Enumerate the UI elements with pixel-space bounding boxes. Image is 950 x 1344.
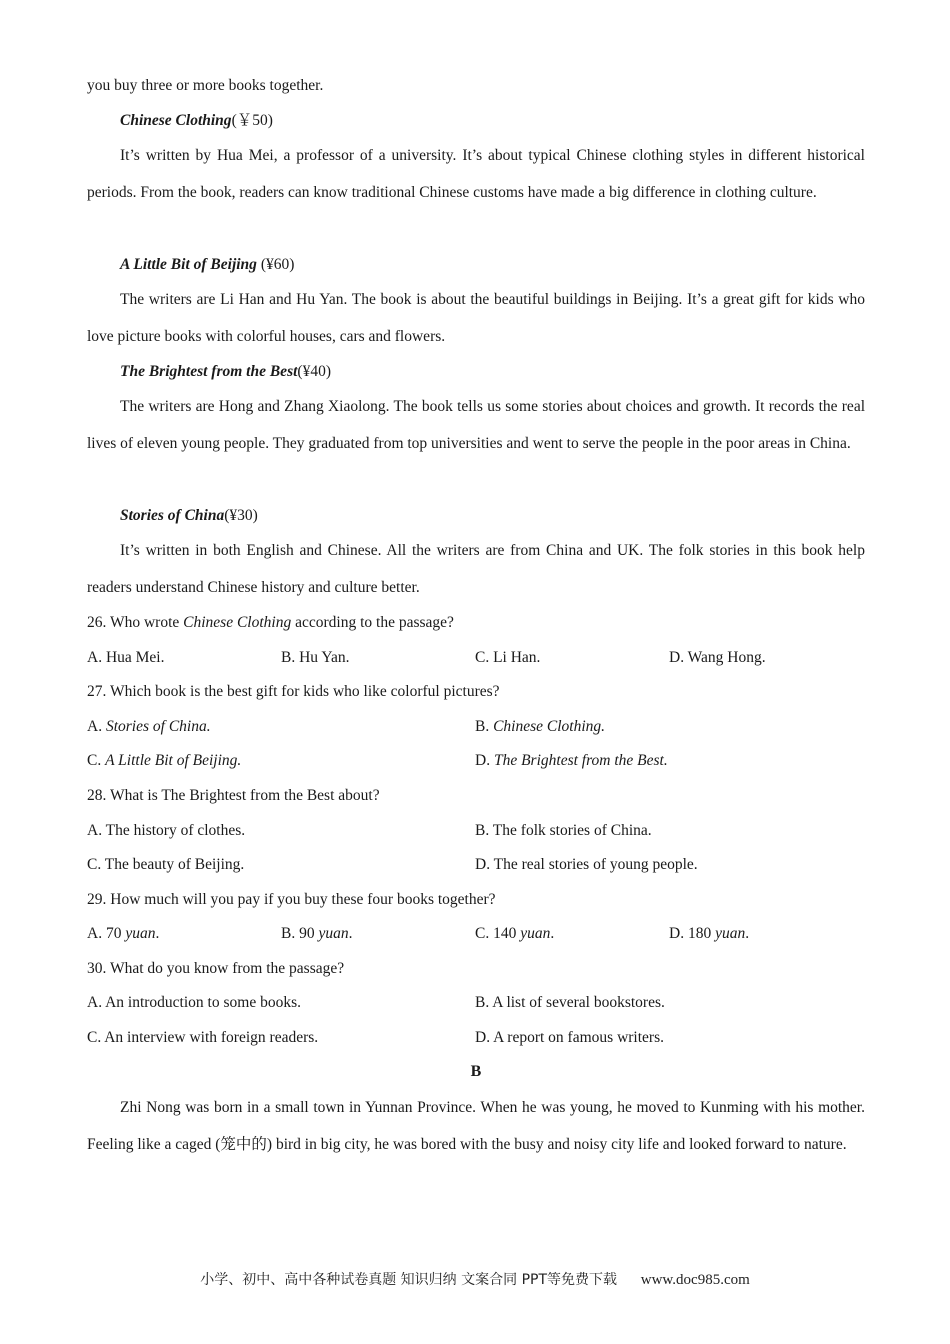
option-27b[interactable] (475, 717, 605, 737)
option-end: . (348, 925, 353, 942)
book-title-chinese-clothing (120, 111, 273, 131)
intro-tail-text: you buy three or more books together. (87, 77, 324, 94)
book-title-brightest-from-best (120, 362, 331, 382)
option-28b[interactable]: B. The folk stories of China. (475, 822, 652, 839)
question-30: 30. What do you know from the passage? (87, 960, 345, 977)
footer-url[interactable]: www.doc985.com (640, 1272, 750, 1288)
option-text: The Brightest from the Best. (493, 752, 668, 769)
option-26a[interactable]: A. Hua Mei. (87, 649, 165, 666)
book-price: (¥60) (256, 256, 295, 273)
book-price: (¥30) (224, 507, 258, 524)
book-title: Stories of China (120, 507, 225, 524)
option-unit: yuan (125, 925, 156, 942)
option-27a[interactable] (87, 717, 211, 737)
option-30d[interactable]: D. A report on famous writers. (475, 1029, 664, 1046)
option-30b[interactable]: B. A list of several bookstores. (475, 994, 665, 1011)
option-29c[interactable] (475, 924, 554, 944)
book-title-little-bit-of-beijing (120, 255, 294, 275)
book-title: A Little Bit of Beijing (120, 256, 257, 273)
option-letter: C. (87, 752, 106, 769)
question-28: 28. What is The Brightest from the Best about? (87, 787, 380, 804)
section-heading-b: B (470, 1063, 482, 1080)
option-text: A Little Bit of Beijing. (105, 752, 242, 769)
book-description: The writers are Hong and Zhang Xiaolong. The book tells us some stories about choices and growth. It records the real lives of eleven young people. They graduated from top universities and went to serve the people in the poor areas in China. (87, 398, 865, 453)
book-description: It’s written in both English and Chinese. All the writers are from China and UK. The folk stories in this book help readers understand Chinese history and culture better. (87, 542, 865, 597)
option-end: . (550, 925, 555, 942)
option-29d[interactable] (669, 924, 749, 944)
book-title: Chinese Clothing (120, 112, 232, 129)
option-amount: B. 90 (281, 925, 319, 942)
option-end: . (745, 925, 750, 942)
option-amount: C. 140 (475, 925, 521, 942)
question-text: according to the passage? (291, 614, 454, 631)
book-price: (￥50) (231, 112, 273, 129)
option-26c[interactable]: C. Li Han. (475, 649, 541, 666)
option-30c[interactable]: C. An interview with foreign readers. (87, 1029, 319, 1046)
option-end: . (155, 925, 160, 942)
option-29b[interactable] (281, 924, 352, 944)
option-text: Chinese Clothing. (493, 718, 606, 735)
option-unit: yuan (715, 925, 746, 942)
option-26d[interactable]: D. Wang Hong. (669, 649, 766, 666)
option-28a[interactable]: A. The history of clothes. (87, 822, 246, 839)
book-description: The writers are Li Han and Hu Yan. The book is about the beautiful buildings in Beijing. It’s a great gift for kids who love picture books with colorful houses, cars and flowers. (87, 291, 865, 346)
question-book-title: Chinese Clothing (183, 614, 292, 631)
option-amount: D. 180 (669, 925, 716, 942)
book-description: It’s written by Hua Mei, a professor of a university. It’s about typical Chinese clothing styles in different historical periods. From the book, readers can know traditional Chinese customs have made a big difference in clothing culture. (87, 147, 865, 202)
option-unit: yuan (520, 925, 551, 942)
book-price: (¥40) (297, 363, 331, 380)
question-29: 29. How much will you pay if you buy these four books together? (87, 891, 496, 908)
question-26 (87, 613, 454, 633)
book-title-stories-of-china (120, 506, 258, 526)
option-letter: D. (475, 752, 494, 769)
option-27d[interactable] (475, 751, 668, 771)
option-28d[interactable]: D. The real stories of young people. (475, 856, 698, 873)
section-b-paragraph: Zhi Nong was born in a small town in Yunnan Province. When he was young, he moved to Kunming with his mother. Feeling like a caged (笼中的) bird in big city, he was bored with the busy and noisy city life and looked forward to nature. (87, 1099, 865, 1154)
option-28c[interactable]: C. The beauty of Beijing. (87, 856, 245, 873)
question-text: 26. Who wrote (87, 614, 184, 631)
footer-text: 小学、初中、高中各种试卷真题 知识归纳 文案合同 PPT等免费下载 (200, 1272, 618, 1288)
book-title: The Brightest from the Best (120, 363, 298, 380)
option-text: Stories of China. (105, 718, 211, 735)
option-unit: yuan (318, 925, 349, 942)
option-30a[interactable]: A. An introduction to some books. (87, 994, 301, 1011)
option-letter: A. (87, 718, 106, 735)
option-26b[interactable]: B. Hu Yan. (281, 649, 350, 666)
page-footer (0, 1270, 950, 1290)
option-amount: A. 70 (87, 925, 126, 942)
option-letter: B. (475, 718, 494, 735)
option-29a[interactable] (87, 924, 159, 944)
option-27c[interactable] (87, 751, 241, 771)
question-27: 27. Which book is the best gift for kids who like colorful pictures? (87, 683, 500, 700)
